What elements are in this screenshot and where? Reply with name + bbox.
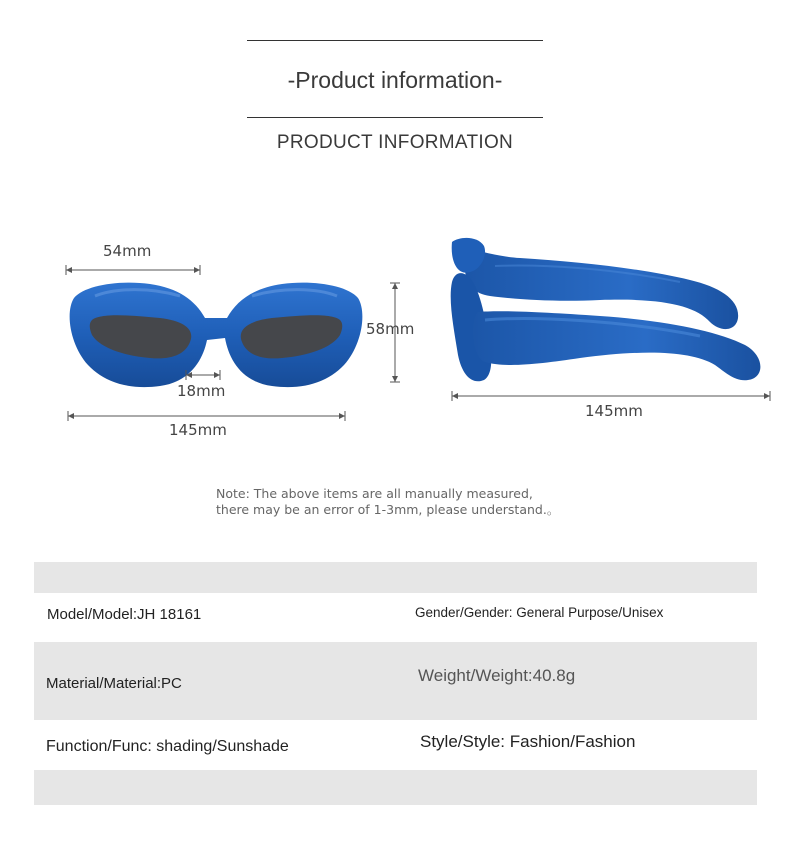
- spec-material: Material/Material:PC: [46, 675, 182, 692]
- front-width-label: 145mm: [169, 421, 227, 439]
- note-line-2: there may be an error of 1-3mm, please understand.。: [216, 502, 560, 517]
- spec-function: Function/Func: shading/Sunshade: [46, 738, 289, 755]
- page-title: -Product information-: [287, 67, 503, 93]
- spec-band-top: [34, 562, 757, 593]
- note-line-1: Note: The above items are all manually measured,: [216, 486, 533, 501]
- height-label: 58mm: [366, 320, 415, 338]
- lens-width-label: 54mm: [103, 242, 152, 260]
- bridge-label: 18mm: [177, 382, 226, 400]
- spec-weight: Weight/Weight:40.8g: [418, 666, 576, 685]
- spec-style: Style/Style: Fashion/Fashion: [420, 732, 636, 751]
- spec-gender: Gender/Gender: General Purpose/Unisex: [415, 605, 664, 620]
- spec-model: Model/Model:JH 18161: [47, 606, 202, 623]
- page-subtitle: PRODUCT INFORMATION: [276, 132, 514, 153]
- spec-band-bottom: [34, 770, 757, 805]
- temple-length-label: 145mm: [585, 402, 643, 420]
- measurement-note: [216, 486, 559, 518]
